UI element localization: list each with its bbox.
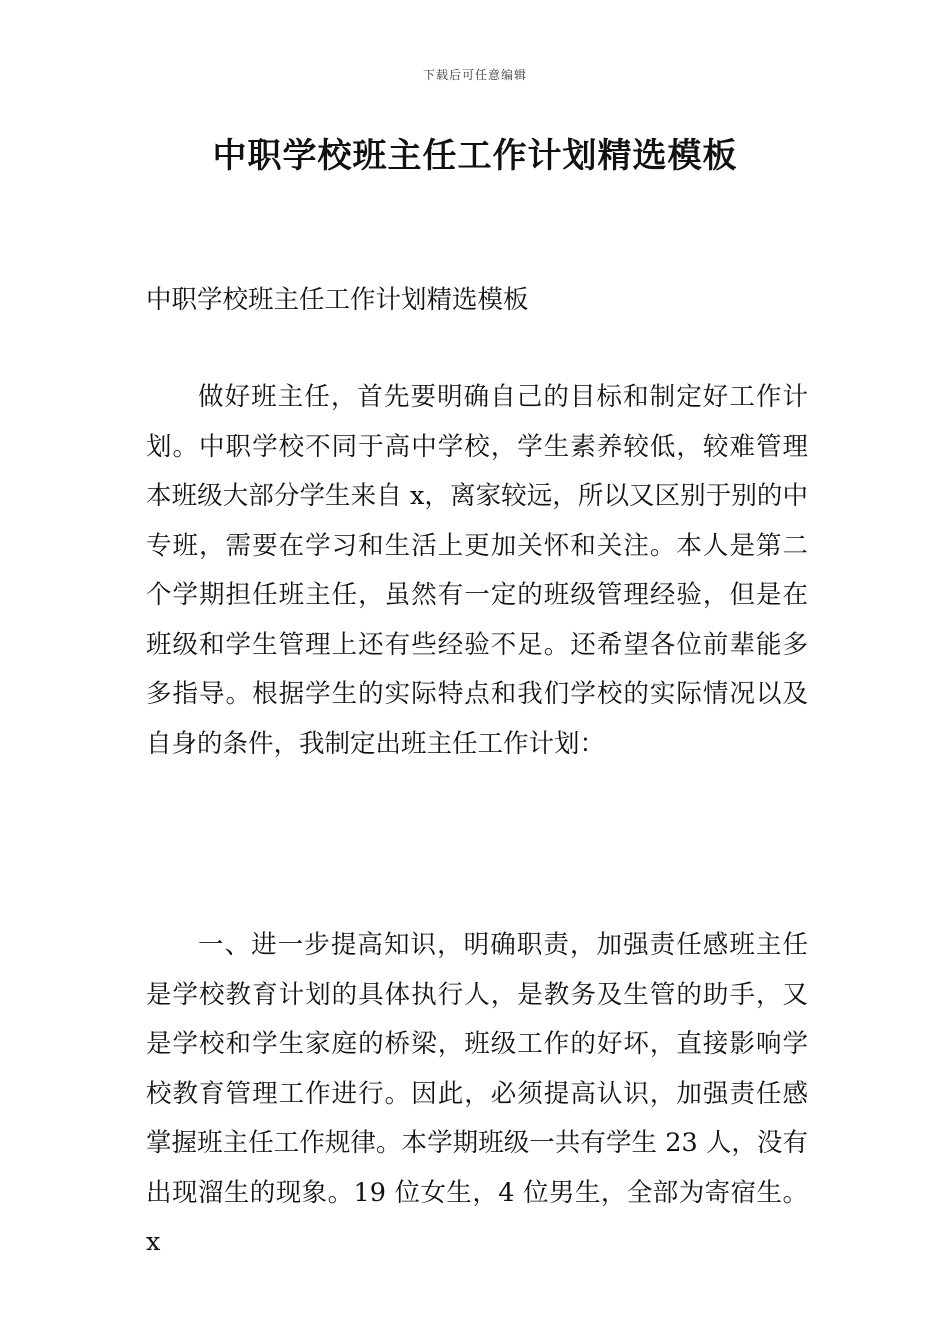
document-title: 中职学校班主任工作计划精选模板 bbox=[212, 136, 738, 176]
paragraph-intro: 做好班主任，首先要明确自己的目标和制定好工作计划。中职学校不同于高中学校，学生素养较低，较难管理本班级大部分学生来自 x，离家较远，所以又区别于别的中专班，需要在学习和生活上更加关怀和关注。本人是第二个学期担任班主任，虽然有一定的班级管理经验，但是在班级和学生管理上还有些经验不足。还希望各位前辈能多多指导。根据学生的实际特点和我们学校的实际情况以及自身的条件，我制定出班主任工作计划： bbox=[146, 382, 808, 759]
paragraph-section-one: 一、进一步提高知识，明确职责，加强责任感班主任是学校教育计划的具体执行人，是教务及生管的助手，又是学校和学生家庭的桥梁，班级工作的好坏，直接影响学校教育管理工作进行。因此，必须提高认识，加强责任感掌握班主任工作规律。本学期班级一共有学生 23 人，没有出现溜生的现象。19 位女生，4 位男生，全部为寄宿生。x bbox=[146, 930, 808, 1257]
header-note: 下载后可任意编辑 bbox=[422, 68, 527, 82]
document-subtitle: 中职学校班主任工作计划精选模板 bbox=[146, 285, 529, 315]
